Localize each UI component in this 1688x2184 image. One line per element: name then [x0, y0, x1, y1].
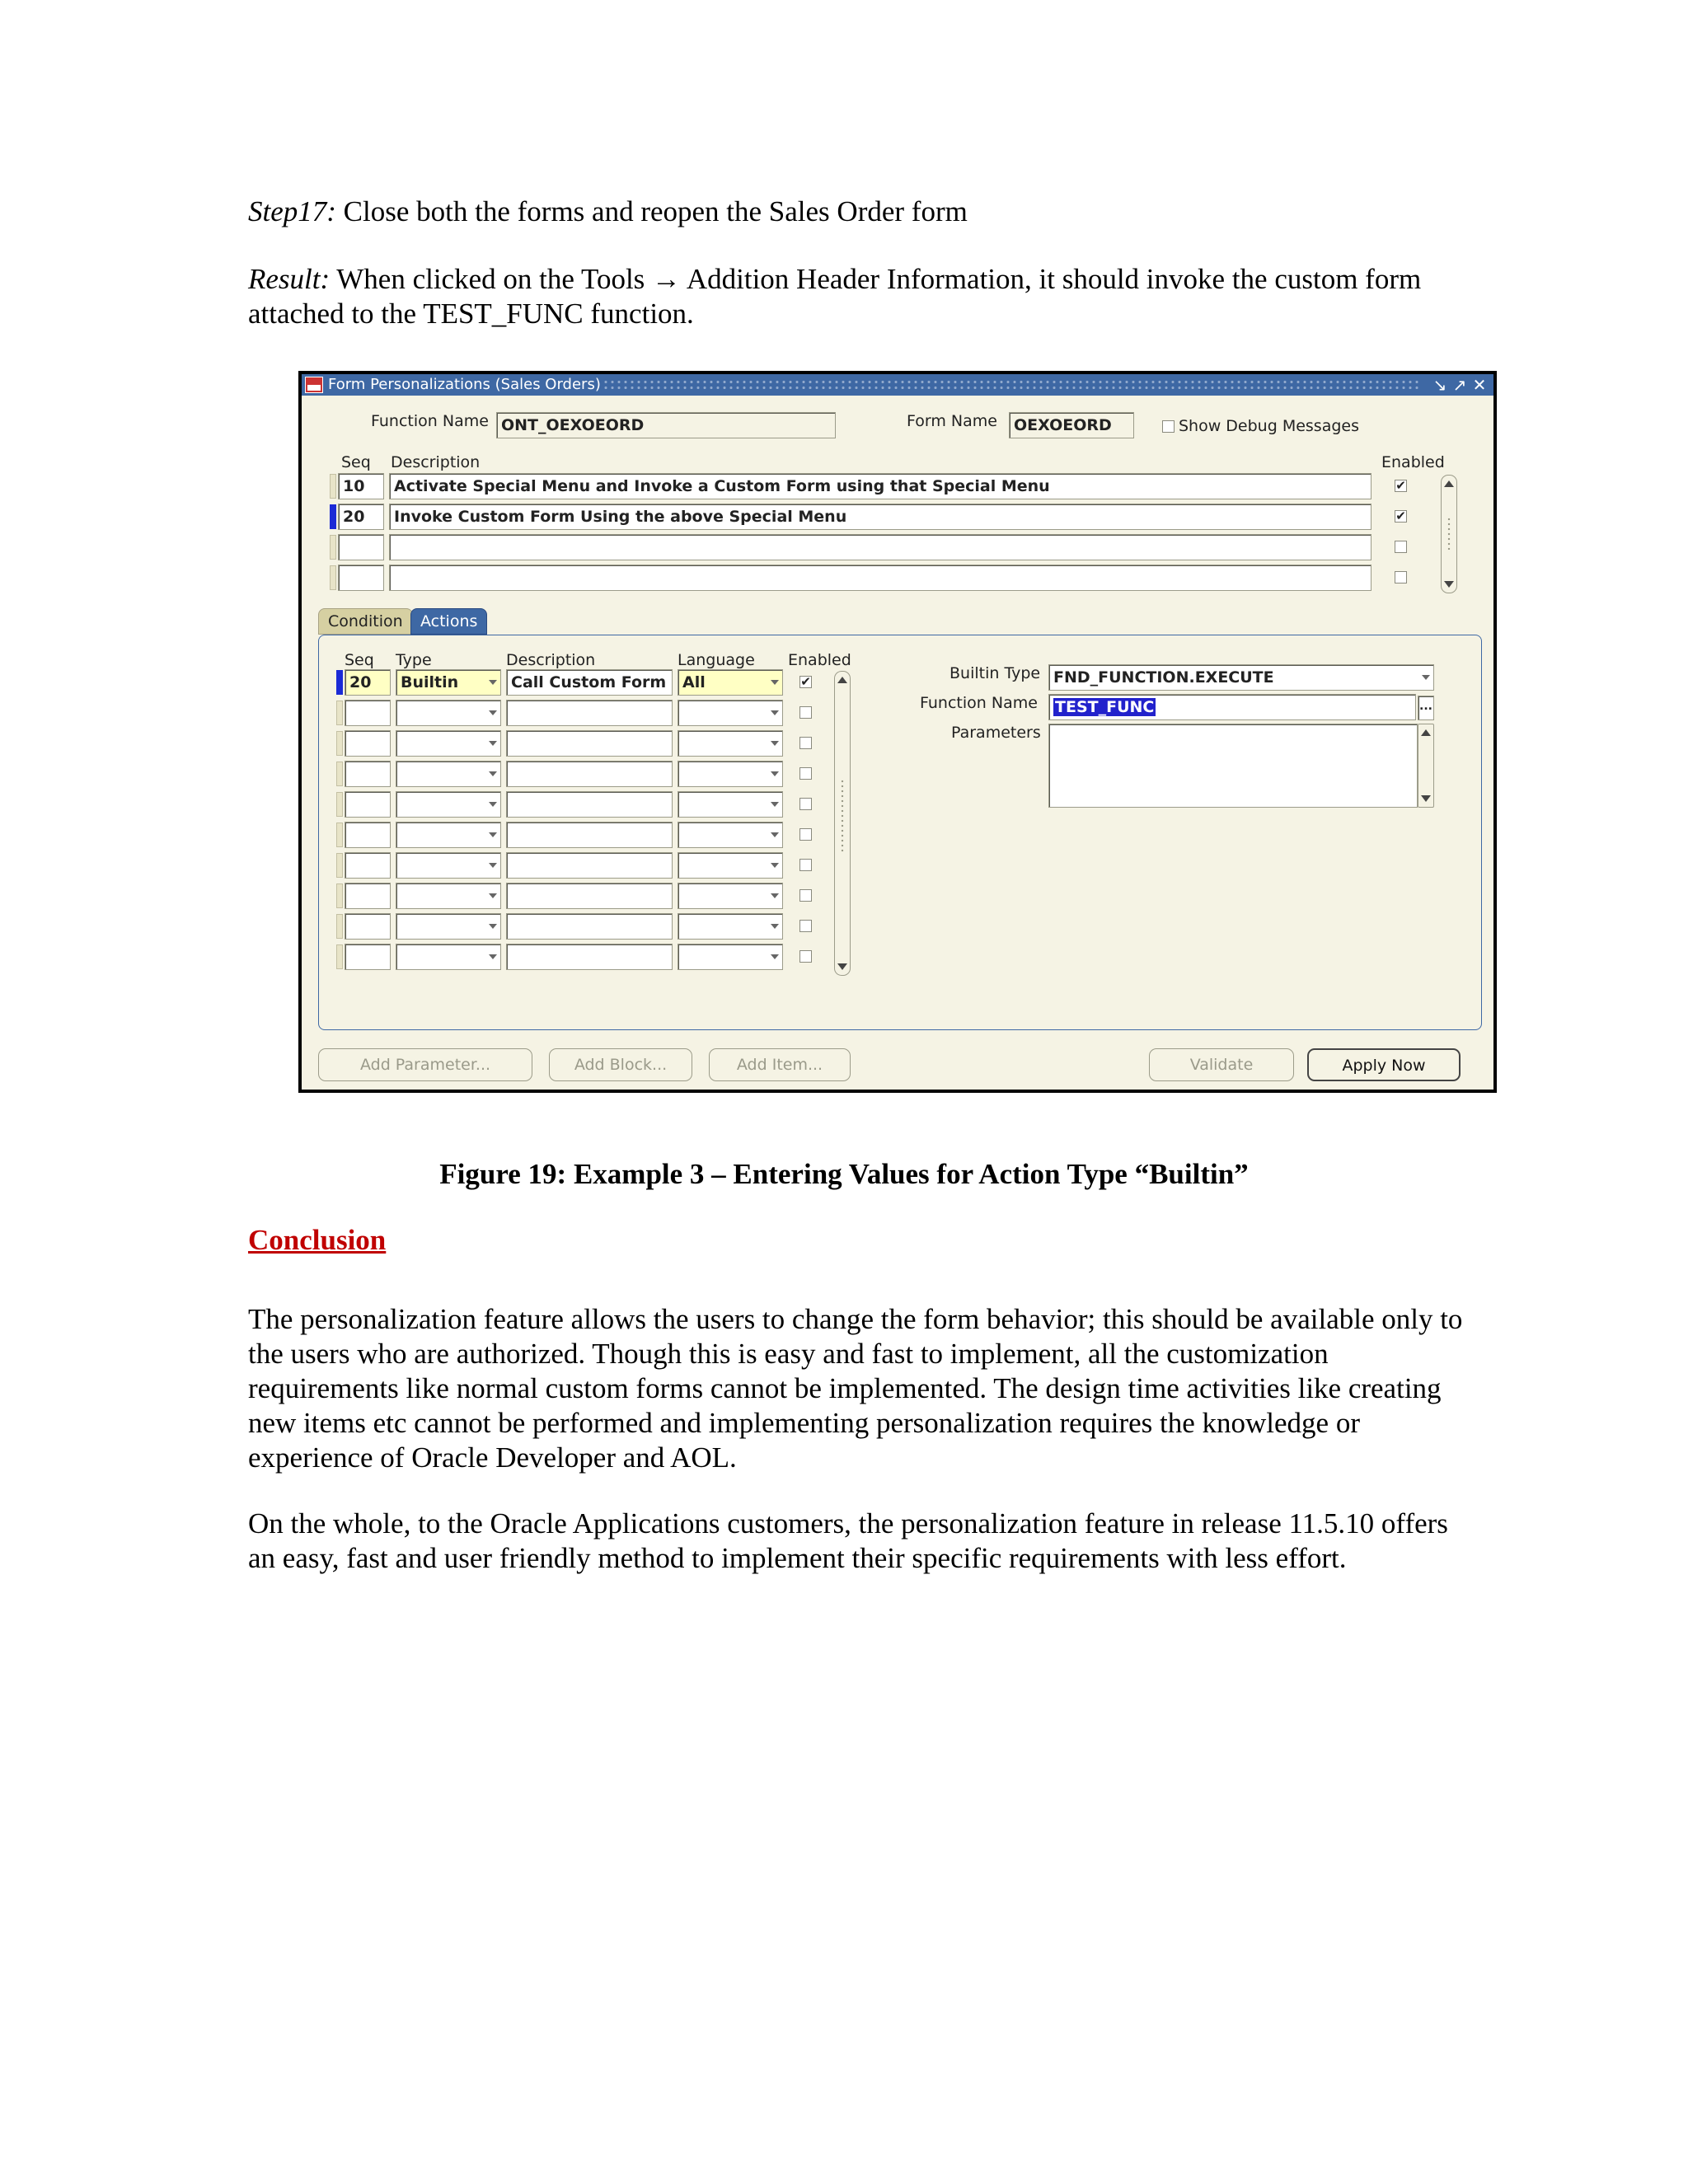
chevron-down-icon[interactable]	[771, 680, 779, 685]
chevron-down-icon[interactable]	[771, 832, 779, 837]
builtin-type-value: FND_FUNCTION.EXECUTE	[1053, 668, 1274, 687]
rule-description-field[interactable]	[389, 534, 1372, 560]
add-block-button[interactable]: Add Block...	[549, 1048, 692, 1081]
actions-description-header: Description	[506, 651, 596, 669]
action-enabled-checkbox[interactable]	[799, 676, 812, 688]
action-enabled-checkbox[interactable]	[799, 737, 812, 749]
action-type-select[interactable]	[396, 791, 501, 818]
action-language-select[interactable]	[678, 761, 783, 787]
row-indicator[interactable]	[336, 823, 343, 847]
action-type-select[interactable]	[396, 852, 501, 879]
row-indicator[interactable]	[336, 883, 343, 908]
action-type-select[interactable]	[396, 700, 501, 726]
chevron-down-icon[interactable]	[489, 771, 497, 776]
actions-seq-header: Seq	[345, 651, 374, 669]
row-indicator-current[interactable]	[330, 504, 336, 529]
chevron-down-icon[interactable]	[489, 741, 497, 746]
action-description-field[interactable]	[506, 761, 673, 787]
action-type-select[interactable]	[396, 669, 501, 696]
actions-scrollbar[interactable]	[834, 671, 851, 976]
action-description-field[interactable]	[506, 700, 673, 726]
function-name2-label: Function Name	[920, 694, 1038, 712]
result-text: When clicked on the Tools → Addition Header Information, it should invoke the custom form attached to the TEST_FUNC function.	[248, 263, 1422, 330]
rules-scrollbar[interactable]	[1441, 475, 1457, 593]
action-language-value: All	[682, 673, 706, 691]
action-type-select[interactable]	[396, 883, 501, 909]
row-indicator[interactable]	[336, 853, 343, 878]
action-enabled-checkbox[interactable]	[799, 950, 812, 963]
step-text: Close both the forms and reopen the Sales Order form	[335, 195, 968, 227]
function-name-label: Function Name	[371, 412, 489, 430]
action-enabled-checkbox[interactable]	[799, 889, 812, 902]
lov-button[interactable]: ...	[1418, 696, 1434, 720]
rule-enabled-checkbox[interactable]	[1395, 480, 1407, 492]
action-type-value: Builtin	[401, 673, 459, 691]
action-seq-field[interactable]: 20	[345, 669, 391, 696]
action-enabled-checkbox[interactable]	[799, 859, 812, 871]
rule-seq-field[interactable]	[338, 565, 384, 591]
action-seq-field[interactable]	[345, 700, 391, 726]
chevron-down-icon[interactable]	[771, 924, 779, 929]
chevron-down-icon[interactable]	[489, 954, 497, 959]
chevron-down-icon[interactable]	[489, 680, 497, 685]
rules-description-header: Description	[391, 453, 481, 471]
action-language-select[interactable]	[678, 883, 783, 909]
action-seq-field[interactable]	[345, 791, 391, 818]
row-indicator[interactable]	[330, 474, 336, 499]
scroll-grip	[840, 779, 845, 853]
minimize-icon[interactable]: ↘	[1432, 375, 1447, 395]
row-indicator[interactable]	[336, 944, 343, 969]
chevron-down-icon[interactable]	[489, 863, 497, 868]
result-label: Result:	[248, 263, 331, 295]
scroll-up-icon[interactable]	[1444, 480, 1454, 487]
chevron-down-icon[interactable]	[771, 741, 779, 746]
action-description-field[interactable]	[506, 913, 673, 940]
action-language-select[interactable]	[678, 913, 783, 940]
action-seq-field[interactable]	[345, 913, 391, 940]
tab-actions[interactable]: Actions	[410, 608, 487, 635]
figure-caption: Figure 19: Example 3 – Entering Values for Action Type “Builtin”	[439, 1158, 1249, 1190]
action-seq-field[interactable]	[345, 761, 391, 787]
scroll-down-icon[interactable]	[837, 963, 847, 970]
row-indicator[interactable]	[336, 792, 343, 817]
chevron-down-icon[interactable]	[489, 710, 497, 715]
conclusion-paragraph-1: The personalization feature allows the users to change the form behavior; this should be available only to the users who are authorized. Though this is easy and fast to implement, all the customization requirements like normal custom forms cannot be implemented. The design time activities like creating new items etc cannot be performed and implementing personalization requires the knowledge or experience of Oracle Developer and AOL.	[248, 1303, 1463, 1474]
action-language-select[interactable]	[678, 669, 783, 696]
rule-enabled-checkbox[interactable]	[1395, 510, 1407, 523]
action-description-field[interactable]	[506, 730, 673, 757]
maximize-icon[interactable]: ↗	[1452, 375, 1467, 395]
chevron-down-icon[interactable]	[489, 924, 497, 929]
step-paragraph	[248, 194, 968, 229]
rules-seq-header: Seq	[341, 453, 371, 471]
action-type-select[interactable]	[396, 913, 501, 940]
action-description-field[interactable]: Call Custom Form	[506, 669, 673, 696]
actions-type-header: Type	[396, 651, 432, 669]
add-item-button[interactable]: Add Item...	[709, 1048, 851, 1081]
show-debug-label: Show Debug Messages	[1179, 417, 1360, 435]
action-enabled-checkbox[interactable]	[799, 798, 812, 810]
rule-description-field[interactable]: Activate Special Menu and Invoke a Custom Form using that Special Menu	[389, 473, 1372, 499]
form-name-field[interactable]: OEXOEORD	[1009, 412, 1134, 438]
action-description-field[interactable]	[506, 822, 673, 848]
apply-now-button[interactable]: Apply Now	[1307, 1048, 1461, 1081]
action-enabled-checkbox[interactable]	[799, 706, 812, 719]
action-seq-field[interactable]	[345, 883, 391, 909]
step-label: Step17:	[248, 195, 336, 227]
action-seq-field[interactable]	[345, 944, 391, 970]
chevron-down-icon[interactable]	[771, 710, 779, 715]
row-indicator[interactable]	[330, 565, 336, 590]
action-language-select[interactable]	[678, 700, 783, 726]
tab-condition[interactable]: Condition	[318, 608, 413, 635]
scroll-up-icon[interactable]	[837, 677, 847, 683]
action-enabled-checkbox[interactable]	[799, 920, 812, 932]
actions-language-header: Language	[678, 651, 755, 669]
rule-enabled-checkbox[interactable]	[1395, 571, 1407, 583]
scroll-down-icon[interactable]	[1421, 795, 1431, 802]
rule-seq-field[interactable]: 20	[338, 504, 384, 530]
action-type-select[interactable]	[396, 944, 501, 970]
scroll-down-icon[interactable]	[1444, 581, 1454, 588]
rule-description-field[interactable]	[389, 565, 1372, 591]
form-name-label: Form Name	[907, 412, 997, 430]
function-name2-field[interactable]	[1048, 694, 1416, 720]
rules-enabled-header: Enabled	[1381, 453, 1445, 471]
rule-seq-field[interactable]: 10	[338, 473, 384, 499]
action-language-select[interactable]	[678, 822, 783, 848]
window-titlebar	[302, 374, 1493, 396]
scroll-up-icon[interactable]	[1421, 729, 1431, 736]
conclusion-paragraph-2: On the whole, to the Oracle Applications customers, the personalization feature in release 11.5.10 offers an easy, fast and user friendly method to implement their specific requirements with less effort.	[248, 1507, 1448, 1574]
row-indicator[interactable]	[336, 701, 343, 725]
parameters-label: Parameters	[951, 724, 1041, 742]
row-indicator[interactable]	[330, 535, 336, 560]
chevron-down-icon[interactable]	[489, 802, 497, 807]
row-indicator-current[interactable]	[336, 670, 343, 695]
chevron-down-icon[interactable]	[771, 863, 779, 868]
window-title: Form Personalizations (Sales Orders)	[328, 376, 601, 393]
builtin-type-select[interactable]	[1048, 664, 1434, 691]
action-enabled-checkbox[interactable]	[799, 828, 812, 841]
chevron-down-icon[interactable]	[771, 954, 779, 959]
rule-description-field[interactable]: Invoke Custom Form Using the above Special Menu	[389, 504, 1372, 530]
chevron-down-icon[interactable]	[771, 771, 779, 776]
action-seq-field[interactable]	[345, 822, 391, 848]
result-paragraph	[248, 262, 1468, 331]
action-language-select[interactable]	[678, 730, 783, 757]
action-language-select[interactable]	[678, 852, 783, 879]
action-seq-field[interactable]	[345, 852, 391, 879]
validate-button[interactable]: Validate	[1149, 1048, 1294, 1081]
action-description-field[interactable]	[506, 852, 673, 879]
form-personalizations-window	[298, 371, 1497, 1093]
action-description-field[interactable]	[506, 883, 673, 909]
builtin-type-label: Builtin Type	[950, 664, 1041, 682]
chevron-down-icon[interactable]	[1422, 675, 1430, 680]
action-enabled-checkbox[interactable]	[799, 767, 812, 780]
close-icon[interactable]: ✕	[1472, 375, 1487, 395]
app-icon	[305, 377, 323, 393]
rule-enabled-checkbox[interactable]	[1395, 541, 1407, 553]
action-language-select[interactable]	[678, 944, 783, 970]
row-indicator[interactable]	[336, 762, 343, 786]
parameters-scrollbar[interactable]	[1418, 724, 1434, 808]
titlebar-grip	[603, 379, 1419, 391]
action-seq-field[interactable]	[345, 730, 391, 757]
action-description-field[interactable]	[506, 791, 673, 818]
row-indicator[interactable]	[336, 731, 343, 756]
chevron-down-icon[interactable]	[771, 802, 779, 807]
chevron-down-icon[interactable]	[771, 893, 779, 898]
function-name-field[interactable]: ONT_OEXOEORD	[496, 412, 836, 438]
action-type-select[interactable]	[396, 730, 501, 757]
show-debug-checkbox[interactable]	[1162, 420, 1175, 433]
chevron-down-icon[interactable]	[489, 893, 497, 898]
action-type-select[interactable]	[396, 761, 501, 787]
add-parameter-button[interactable]: Add Parameter...	[318, 1048, 532, 1081]
parameters-field[interactable]	[1048, 724, 1418, 808]
actions-enabled-header: Enabled	[788, 651, 851, 669]
action-type-select[interactable]	[396, 822, 501, 848]
action-description-field[interactable]	[506, 944, 673, 970]
action-language-select[interactable]	[678, 791, 783, 818]
scroll-grip	[1447, 517, 1451, 550]
row-indicator[interactable]	[336, 914, 343, 939]
conclusion-heading: Conclusion	[248, 1224, 387, 1256]
chevron-down-icon[interactable]	[489, 832, 497, 837]
function-name2-value: TEST_FUNC	[1055, 698, 1155, 716]
rule-seq-field[interactable]	[338, 534, 384, 560]
